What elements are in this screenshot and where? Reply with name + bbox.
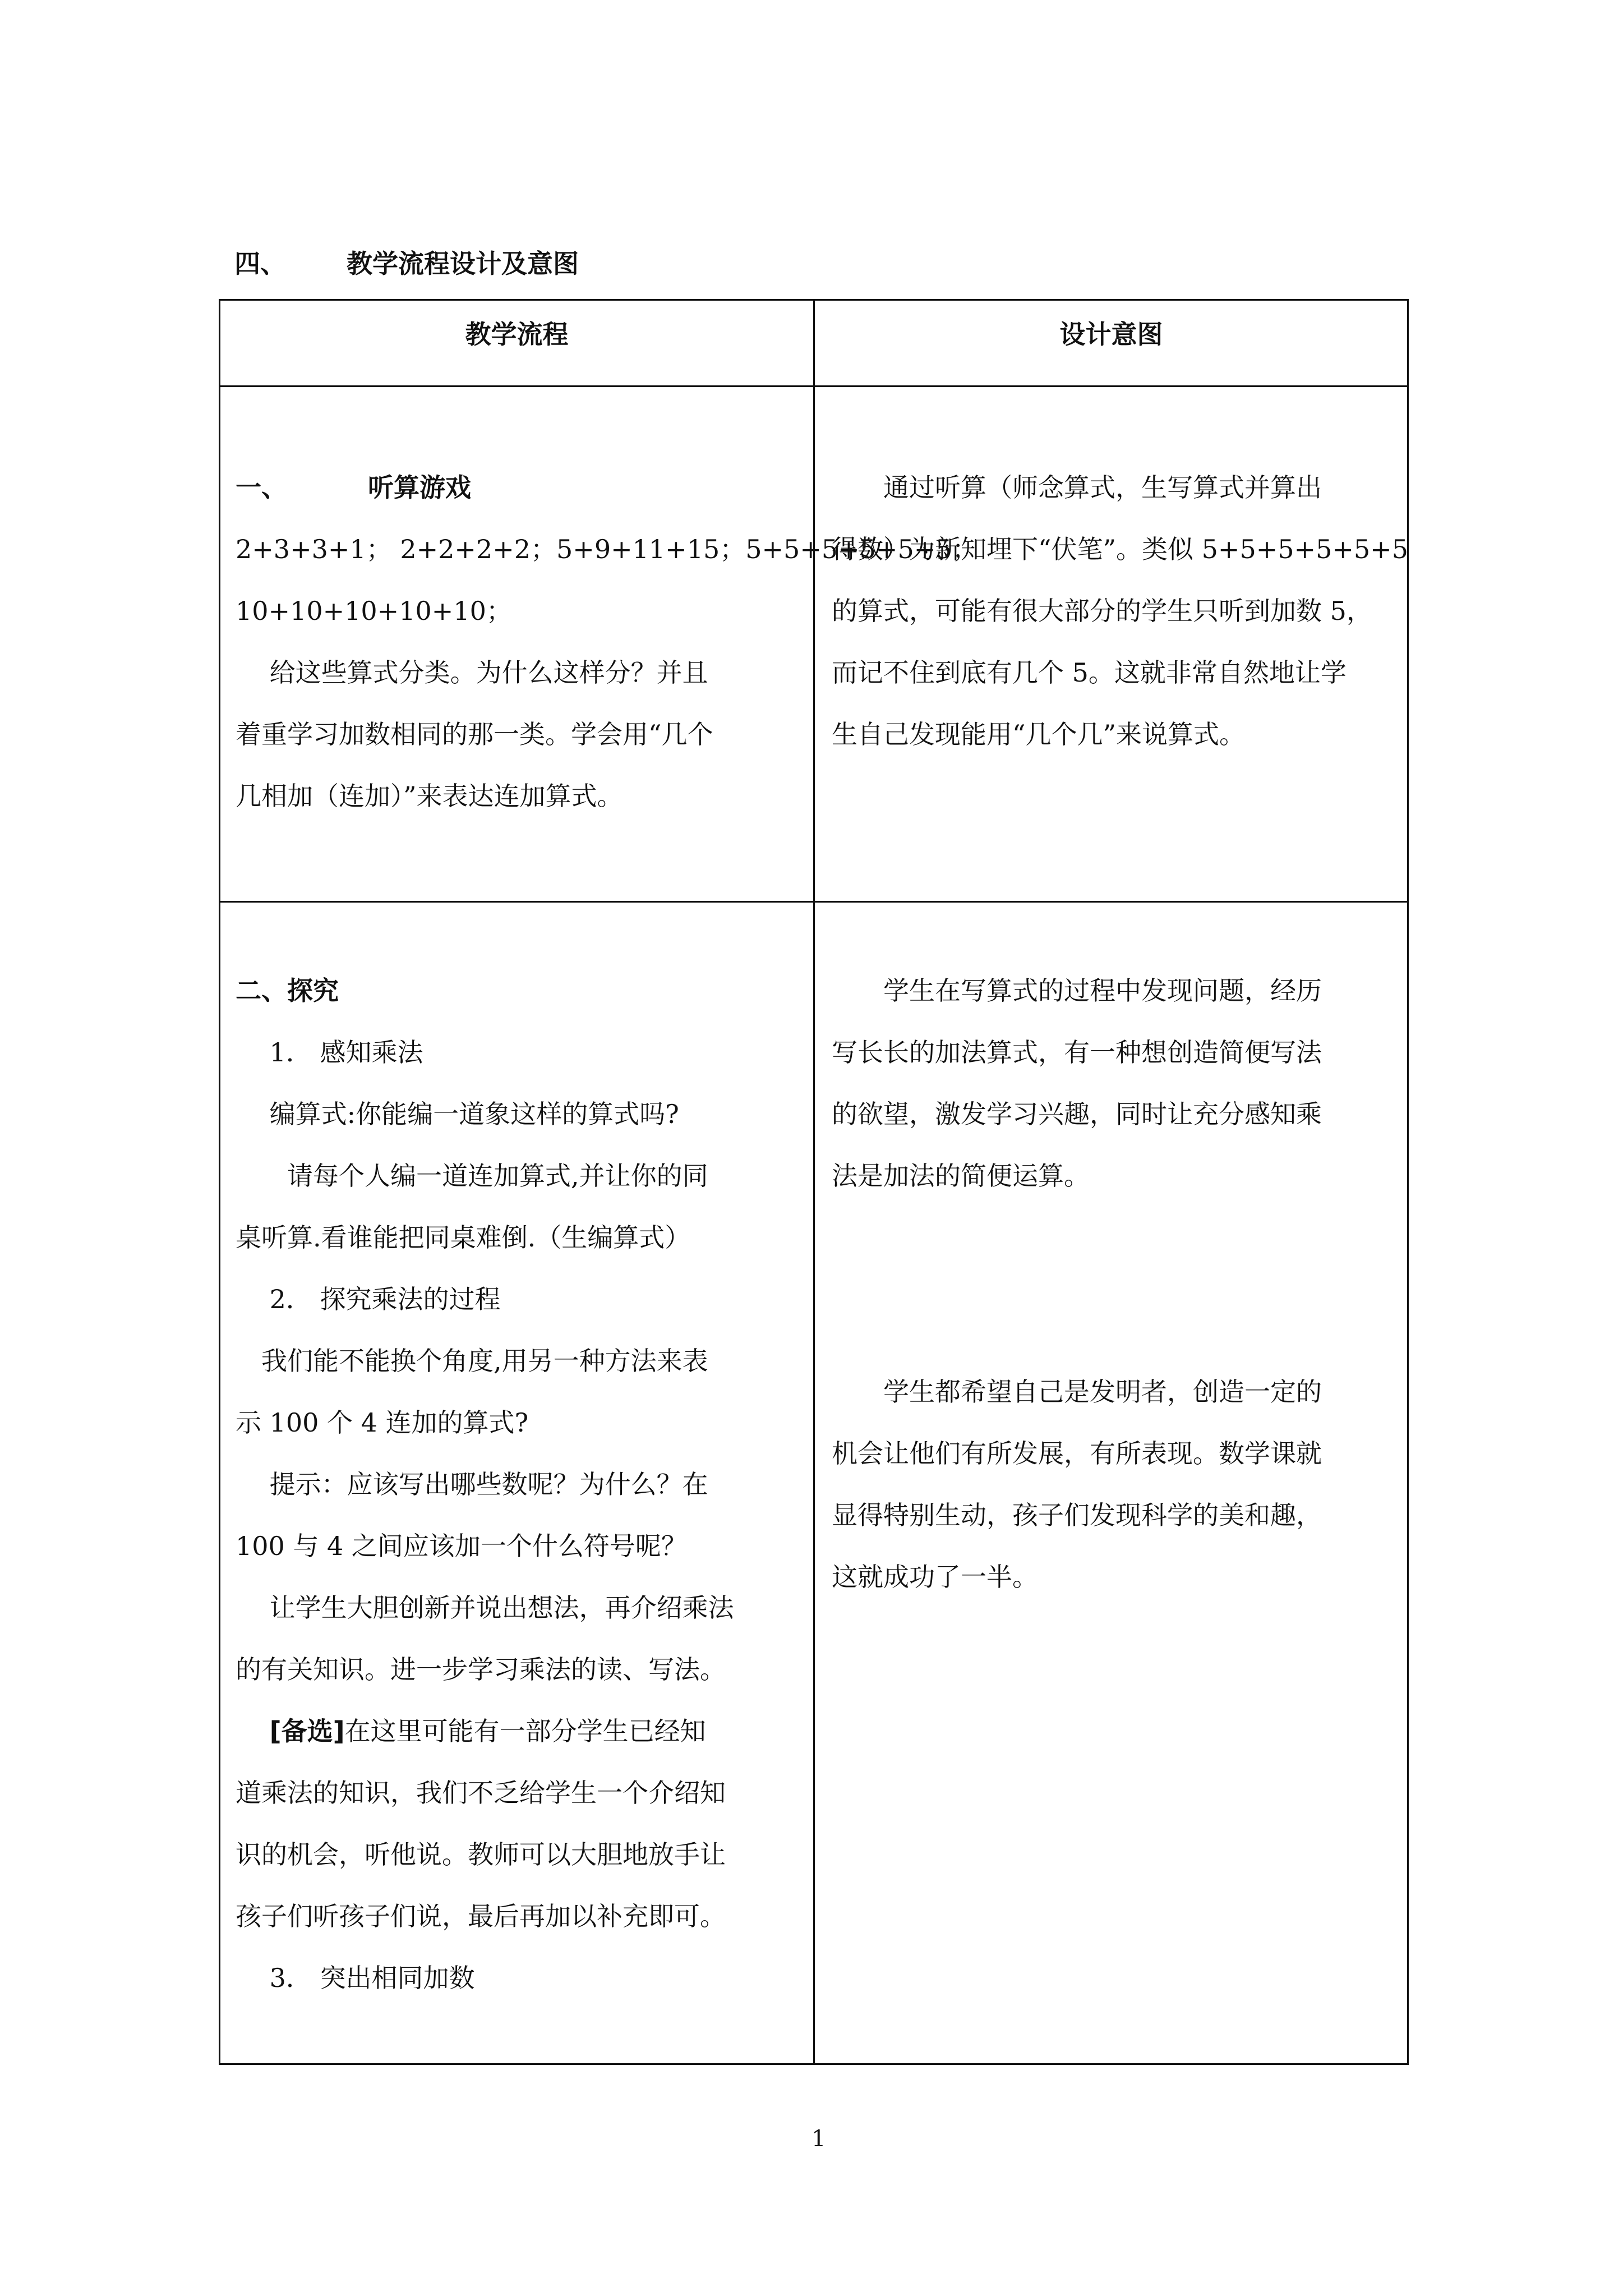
- row2-intent-line: 显得特别生动，孩子们发现科学的美和趣，: [832, 1500, 1322, 1530]
- row1-intent-line: 得数）为新知埋下“伏笔”。类似 5+5+5+5+5+5: [832, 534, 1408, 564]
- row2-flow-line: 示 100 个 4 连加的算式?: [236, 1407, 529, 1438]
- row2-optional-line: [236, 1700, 734, 1762]
- row2-flow-line: 桌听算.看谁能把同桌难倒.（生编算式）: [236, 1222, 691, 1253]
- optional-text: 在这里可能有一部分学生已经知: [344, 1716, 706, 1746]
- row2-flow-line: 1． 感知乘法: [236, 1037, 423, 1068]
- row2-flow-line: 让学生大胆创新并说出想法，再介绍乘法: [236, 1593, 734, 1623]
- row2-flow-cell: [236, 960, 734, 2009]
- row1-flow-line: 几相加（连加）”来表达连加算式。: [236, 781, 623, 811]
- row2-flow-line: 2． 探究乘法的过程: [236, 1284, 501, 1314]
- column-header-flow: 教学流程: [465, 319, 569, 349]
- row1-intent-line: 的算式，可能有很大部分的学生只听到加数 5，: [832, 596, 1372, 626]
- section-title: 教学流程设计及意图: [347, 249, 579, 279]
- row2-intent-line: 的欲望，激发学习兴趣，同时让充分感知乘: [832, 1099, 1322, 1129]
- row2-flow-line: 3． 突出相同加数: [236, 1963, 475, 1993]
- row2-intent-cell-a: [832, 960, 1322, 1207]
- row2-flow-line: 100 与 4 之间应该加一个什么符号呢？: [236, 1531, 687, 1561]
- row2-intent-line: 法是加法的简便运算。: [832, 1161, 1090, 1191]
- row1-title-text: 听算游戏: [368, 472, 471, 503]
- column-header-intent: 设计意图: [1059, 319, 1163, 349]
- row1-flow-line: 着重学习加数相同的那一类。学会用“几个: [236, 719, 713, 749]
- row1-flow-line: 给这些算式分类。为什么这样分？并且: [236, 657, 708, 688]
- row1-title-number: 一、: [236, 472, 287, 503]
- row1-intent-line: 通过听算（师念算式，生写算式并算出: [832, 472, 1322, 503]
- row2-intent-cell-b: [832, 1361, 1322, 1608]
- header-row-divider: [220, 385, 1407, 387]
- row2-flow-line: 我们能不能换个角度,用另一种方法来表: [236, 1346, 708, 1376]
- row2-title: 二、探究: [236, 976, 339, 1006]
- row2-intent-line: 学生都希望自己是发明者，创造一定的: [832, 1377, 1322, 1407]
- teaching-flow-table: [219, 299, 1409, 2065]
- optional-label: [备选]: [269, 1716, 345, 1746]
- row1-intent-cell: [832, 457, 1408, 765]
- row1-flow-line: 10+10+10+10+10；: [236, 596, 512, 626]
- row2-intent-line: 这就成功了一半。: [832, 1562, 1038, 1592]
- page-number: 1: [811, 2126, 826, 2152]
- row2-intent-line: 写长长的加法算式，有一种想创造简便写法: [832, 1037, 1322, 1068]
- row1-flow-line: 2+3+3+1； 2+2+2+2；5+9+11+15；5+5+5+5+5+5；: [236, 534, 978, 564]
- row2-flow-line: 请每个人编一道连加算式,并让你的同: [236, 1161, 708, 1191]
- section-heading: [234, 247, 579, 280]
- row2-flow-line: 提示：应该写出哪些数呢？为什么？在: [236, 1469, 708, 1499]
- row2-flow-line: 的有关知识。进一步学习乘法的读、写法。: [236, 1654, 726, 1685]
- row-divider: [220, 901, 1407, 903]
- row2-flow-line: 道乘法的知识，我们不乏给学生一个介绍知: [236, 1778, 726, 1808]
- row2-flow-line: 孩子们听孩子们说，最后再加以补充即可。: [236, 1901, 726, 1931]
- row1-intent-line: 而记不住到底有几个 5。这就非常自然地让学: [832, 657, 1347, 688]
- row1-intent-line: 生自己发现能用“几个几”来说算式。: [832, 719, 1246, 749]
- row2-intent-line: 机会让他们有所发展，有所表现。数学课就: [832, 1438, 1322, 1469]
- row2-flow-line: 识的机会，听他说。教师可以大胆地放手让: [236, 1839, 726, 1870]
- row2-flow-line: 编算式:你能编一道象这样的算式吗?: [236, 1099, 679, 1129]
- section-number: 四、: [234, 249, 286, 279]
- row2-intent-line: 学生在写算式的过程中发现问题，经历: [832, 976, 1322, 1006]
